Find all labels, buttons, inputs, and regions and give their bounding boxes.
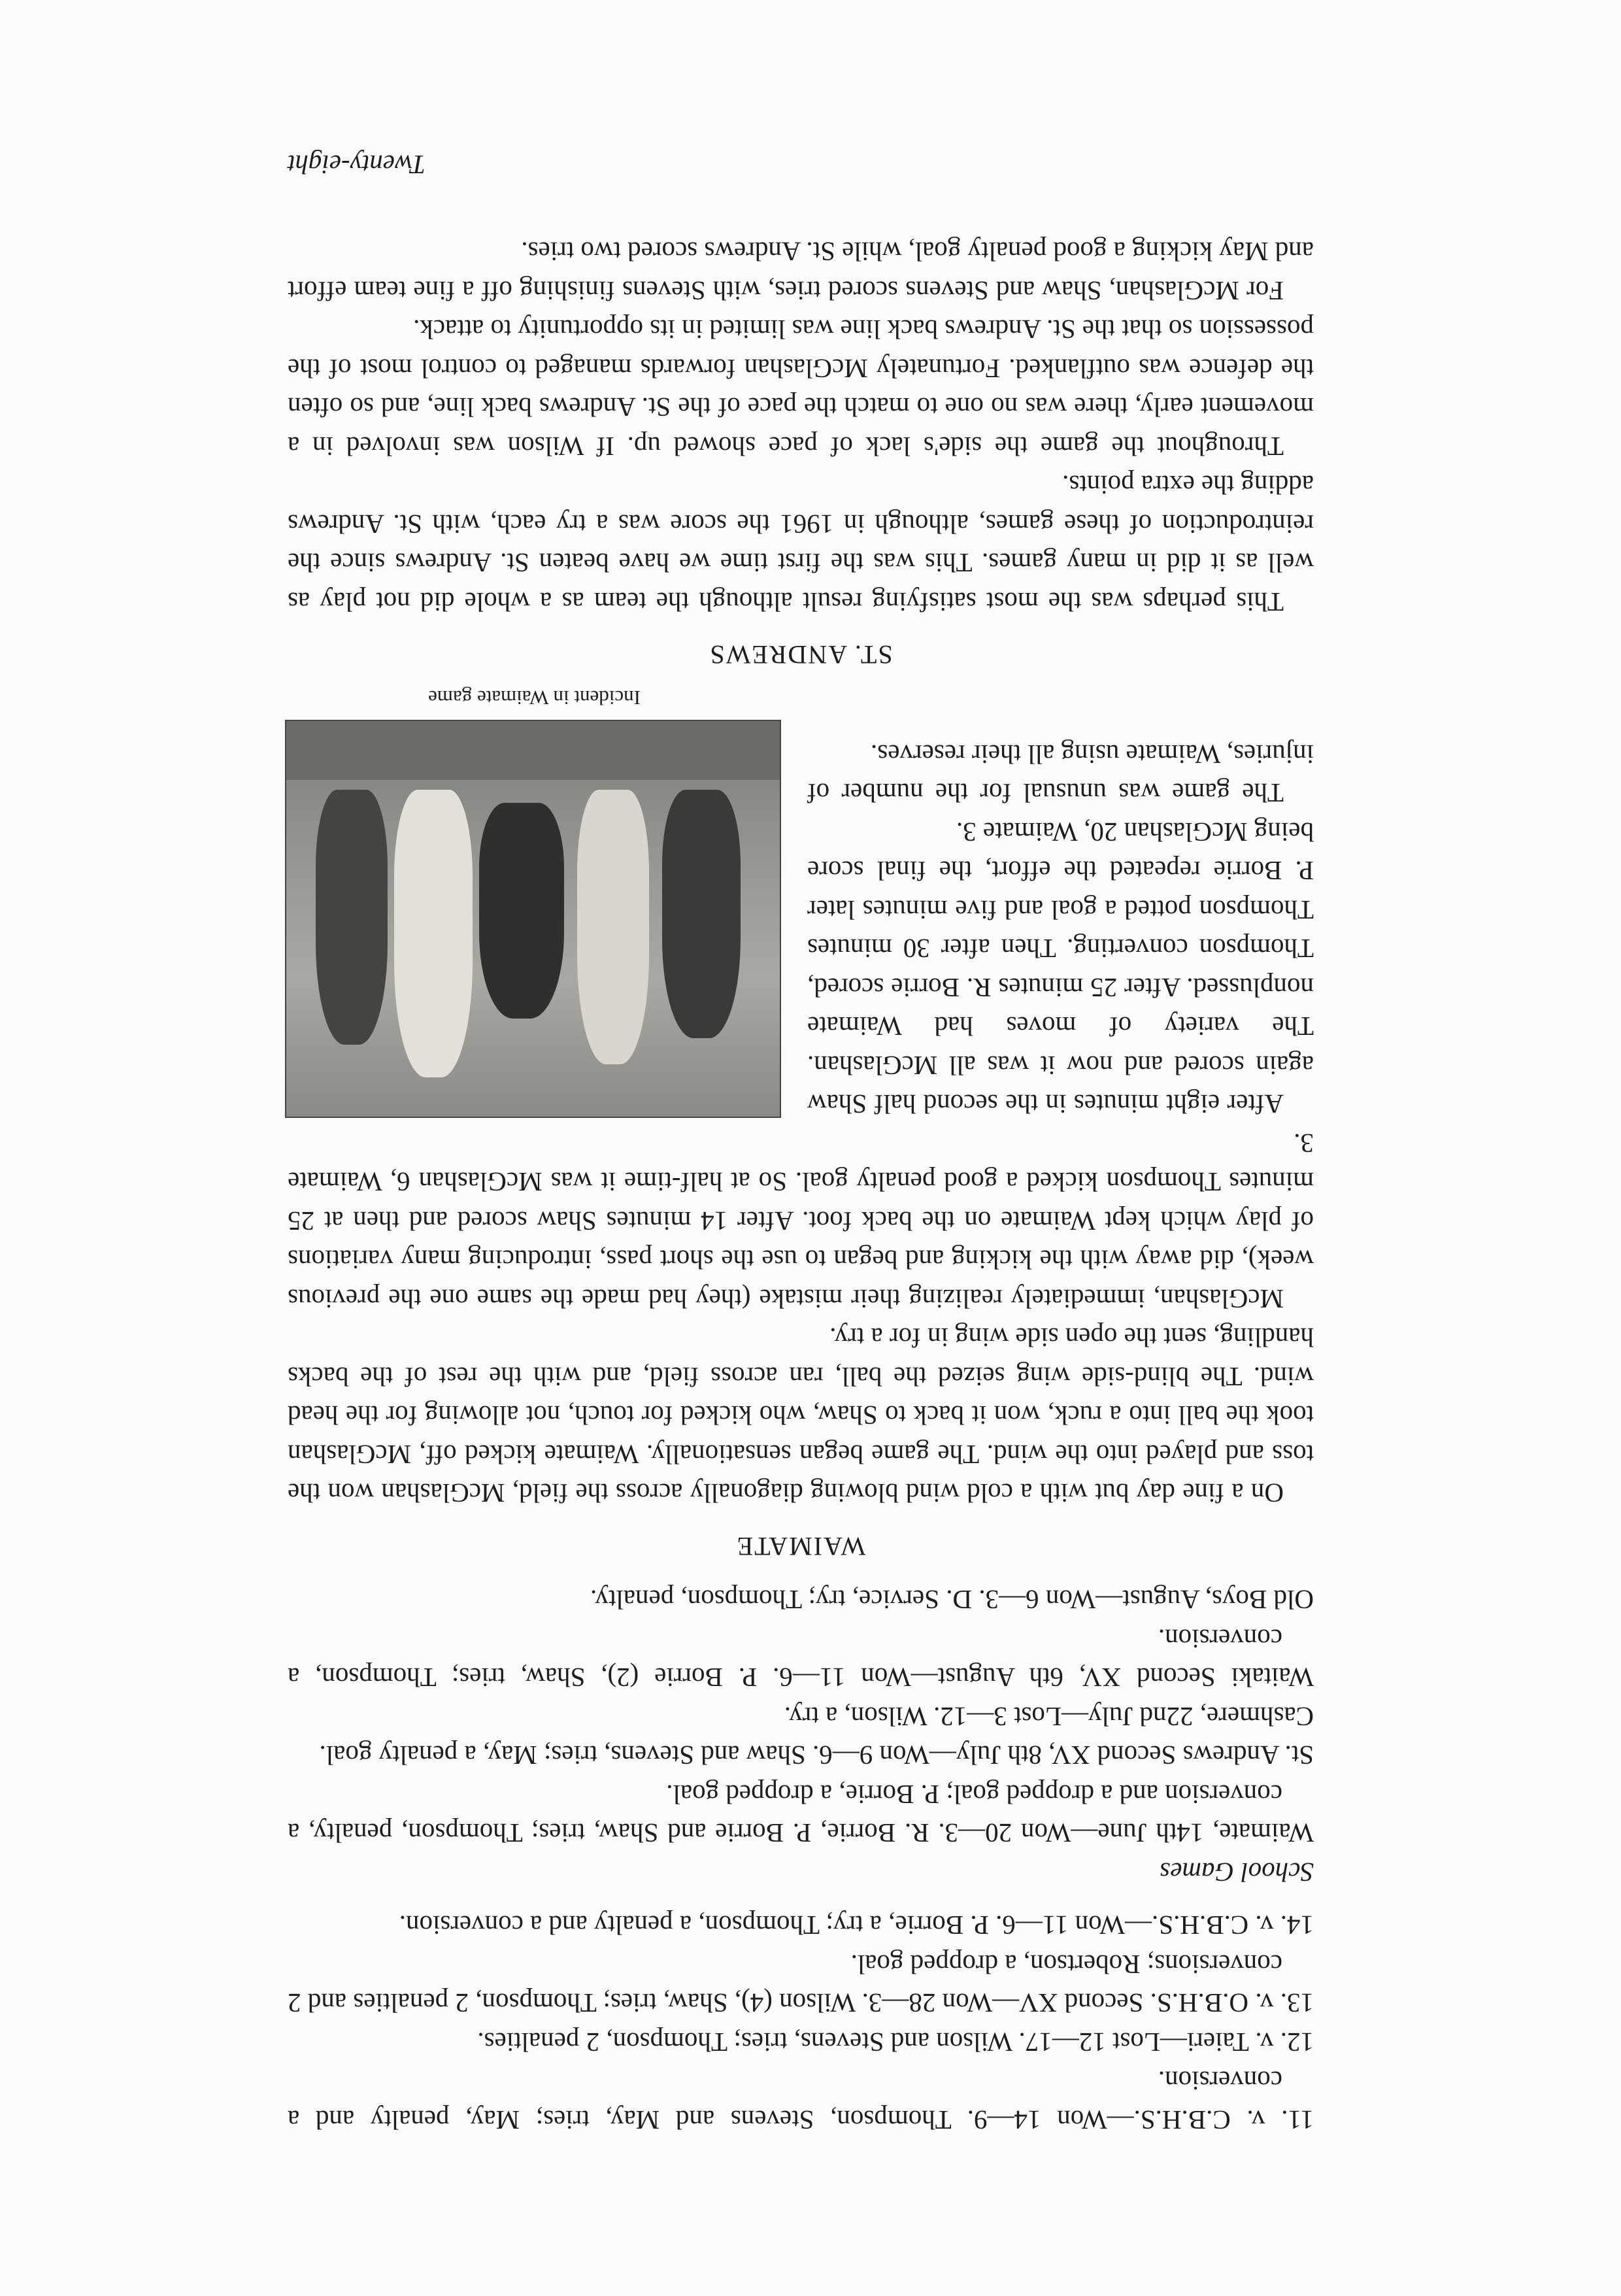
school-game-cashmere: Cashmere, 22nd July—Lost 3—12. Wilson, a try.	[784, 1702, 1314, 1732]
result-11: 11. v. C.B.H.S.—Won 14—9. Thompson, Stevens and May, tries; May, penalty and a conversion.	[288, 2066, 1314, 2135]
page-content	[288, 232, 1314, 2139]
photo-caption: Incident in Waimate game	[428, 686, 641, 710]
st-andrews-heading: ST. ANDREWS	[709, 640, 893, 670]
waimate-paragraph-2: McGlashan, immediately realizing their mistake (they had made the same one the previous week), did away with the kicking and began to use the short pass, introducing many variations of play which kept Waimate on the back foot. After 14 minutes Shaw scored and then at 25 minutes Thompson kicked a good penalty goal. So at half-time it was McGlashan 6, Waimate 3.	[288, 1128, 1314, 1314]
school-game-waimate: Waimate, 14th June—Won 20—3. R. Borrie, P. Borrie and Shaw, tries; Thompson, penalty, a conversion and a dropped goal; P. Borrie, a dropped goal.	[288, 1780, 1314, 1849]
page-number-label: Twenty-eight	[288, 150, 426, 180]
waimate-paragraph-1: On a fine day but with a cold wind blowing diagonally across the field, McGlashan won the toss and played into the wind. The game began sensationally. Waimate kicked off, McGlashan took the ball into a ruck, won it back to Shaw, who kicked for touch, not allowing for the head wind. The blind-side wing seized the ball, ran across field, and with the rest of the backs handling, sent the open side wing in for a try.	[288, 1323, 1314, 1509]
st-andrews-paragraph-2: Throughout the game the side's lack of pace showed up. If Wilson was involved in a movement early, there was no one to match the pace of the St. Andrews back line, and so often the defence was outflanked. Fortunately McGlashan forwards managed to control most of the possession so that the St. Andrews back line was limited in its opportunity to attack.	[288, 314, 1314, 462]
waimate-heading: WAIMATE	[735, 1532, 866, 1561]
st-andrews-paragraph-1: This perhaps was the most satisfying result although the team as a whole did not play as well as it did in many games. This was the first time we have beaten St. Andrews since the reintroduction of these games, although in 1961 the score was a try each, with St. Andrews adding the extra points.	[288, 470, 1314, 617]
result-13: 13. v. O.B.H.S. Second XV—Won 28—3. Wilson (4), Shaw, tries; Thompson, 2 penalties and 2 conversions; Robertson, a dropped goal.	[288, 1950, 1314, 2019]
rugby-photo	[285, 720, 781, 1119]
waimate-paragraph-4: The game was unusual for the number of injuries, Waimate using all their reserves.	[807, 739, 1314, 809]
photo-block	[288, 685, 781, 1119]
school-games-title: School Games	[1160, 1857, 1314, 1887]
waimate-paragraph-3: After eight minutes in the second half Shaw again scored and now it was all McGlashan. The variety of moves had Waimate nonplussed. After 25 minutes R. Borrie scored, Thompson converting. Then after 30 minutes Thompson potted a goal and five minutes later P. Borrie repeated the effort, the final score being McGlashan 20, Waimate 3.	[807, 817, 1314, 1120]
school-game-old-boys: Old Boys, August—Won 6—3. D. Service, try; Thompson, penalty.	[590, 1585, 1314, 1615]
result-14: 14. v. C.B.H.S.—Won 11—6. P. Borrie, a try; Thompson, a penalty and a conversion.	[399, 1910, 1314, 1941]
school-game-st-andrews: St. Andrews Second XV, 8th July—Won 9—6. Shaw and Stevens, tries; May, a penalty goal.	[319, 1740, 1314, 1771]
st-andrews-paragraph-3: For McGlashan, Shaw and Stevens scored tries, with Stevens finishing off a fine team effort and May kicking a good penalty goal, while St. Andrews scored two tries.	[288, 237, 1314, 306]
school-game-waitaki: Waitaki Second XV, 6th August—Won 11—6. P. Borrie (2), Shaw, tries; Thompson, a conversion.	[288, 1624, 1314, 1693]
result-12: 12. v. Taieri—Lost 12—17. Wilson and Stevens, tries; Thompson, 2 penalties.	[477, 2027, 1314, 2057]
